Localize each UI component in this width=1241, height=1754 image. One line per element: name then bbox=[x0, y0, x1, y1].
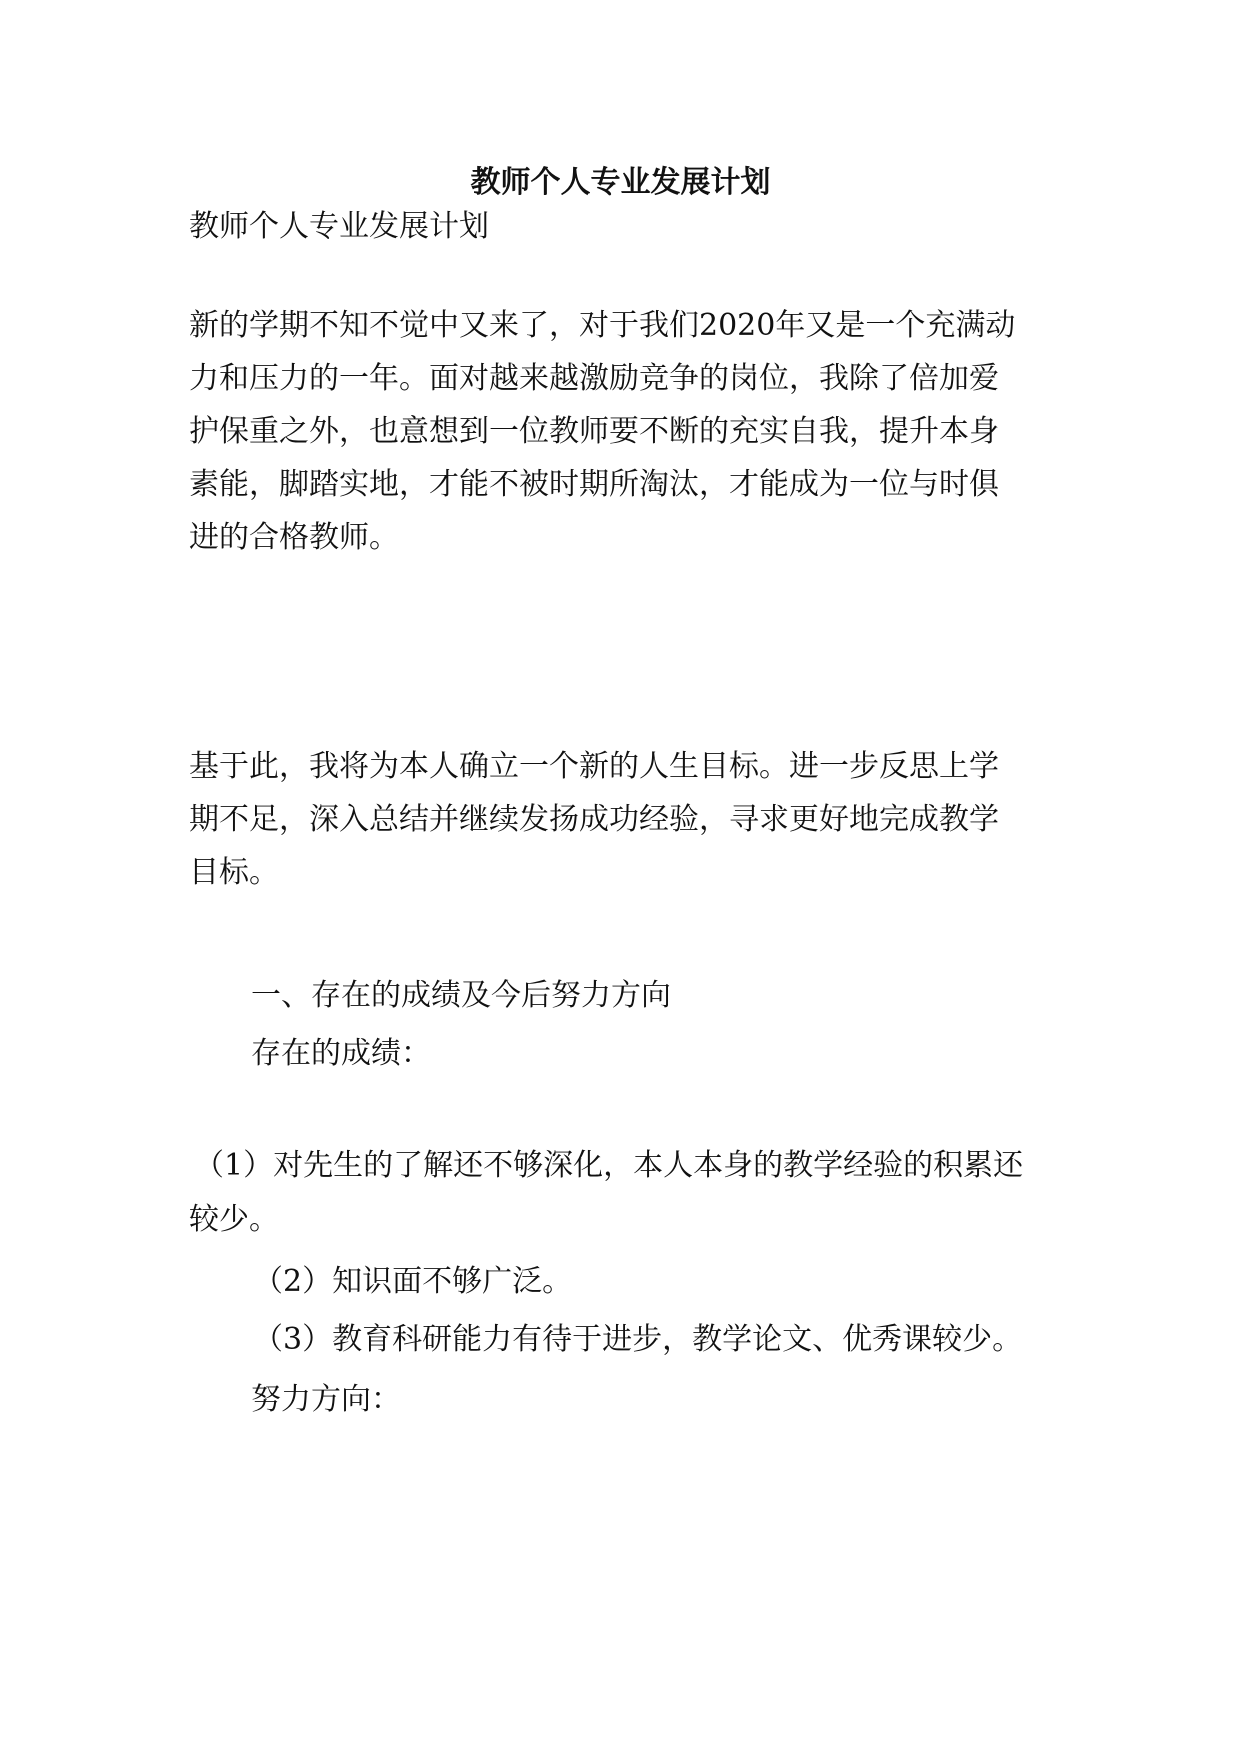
direction-label: 努力方向： bbox=[251, 1382, 401, 1417]
document-title: 教师个人专业发展计划 bbox=[470, 165, 771, 200]
paragraph-line: 期不足，深入总结并继续发扬成功经验，寻求更好地完成教学 bbox=[189, 802, 999, 837]
paragraph-line: 力和压力的一年。面对越来越激励竞争的岗位，我除了倍加爱 bbox=[189, 361, 999, 396]
paragraph-line: 新的学期不知不觉中又来了，对于我们2020年又是一个充满动 bbox=[189, 308, 1016, 343]
paragraph-line: 素能，脚踏实地，才能不被时期所淘汰，才能成为一位与时俱 bbox=[189, 467, 999, 502]
paragraph-line: 基于此，我将为本人确立一个新的人生目标。进一步反思上学 bbox=[189, 749, 999, 784]
paragraph-line: 进的合格教师。 bbox=[189, 520, 399, 555]
list-item-2: （2）知识面不够广泛。 bbox=[253, 1264, 573, 1299]
section-heading: 一、存在的成绩及今后努力方向 bbox=[251, 978, 671, 1013]
paragraph-line: 护保重之外，也意想到一位教师要不断的充实自我，提升本身 bbox=[189, 414, 999, 449]
list-item-1-continued: 较少。 bbox=[189, 1202, 279, 1237]
list-item-3: （3）教育科研能力有待于进步，教学论文、优秀课较少。 bbox=[253, 1322, 1023, 1357]
document-subtitle: 教师个人专业发展计划 bbox=[189, 209, 489, 244]
list-item-1: （1）对先生的了解还不够深化，本人本身的教学经验的积累还 bbox=[194, 1148, 1024, 1183]
achievements-label: 存在的成绩： bbox=[251, 1036, 431, 1071]
paragraph-line: 目标。 bbox=[189, 855, 279, 890]
